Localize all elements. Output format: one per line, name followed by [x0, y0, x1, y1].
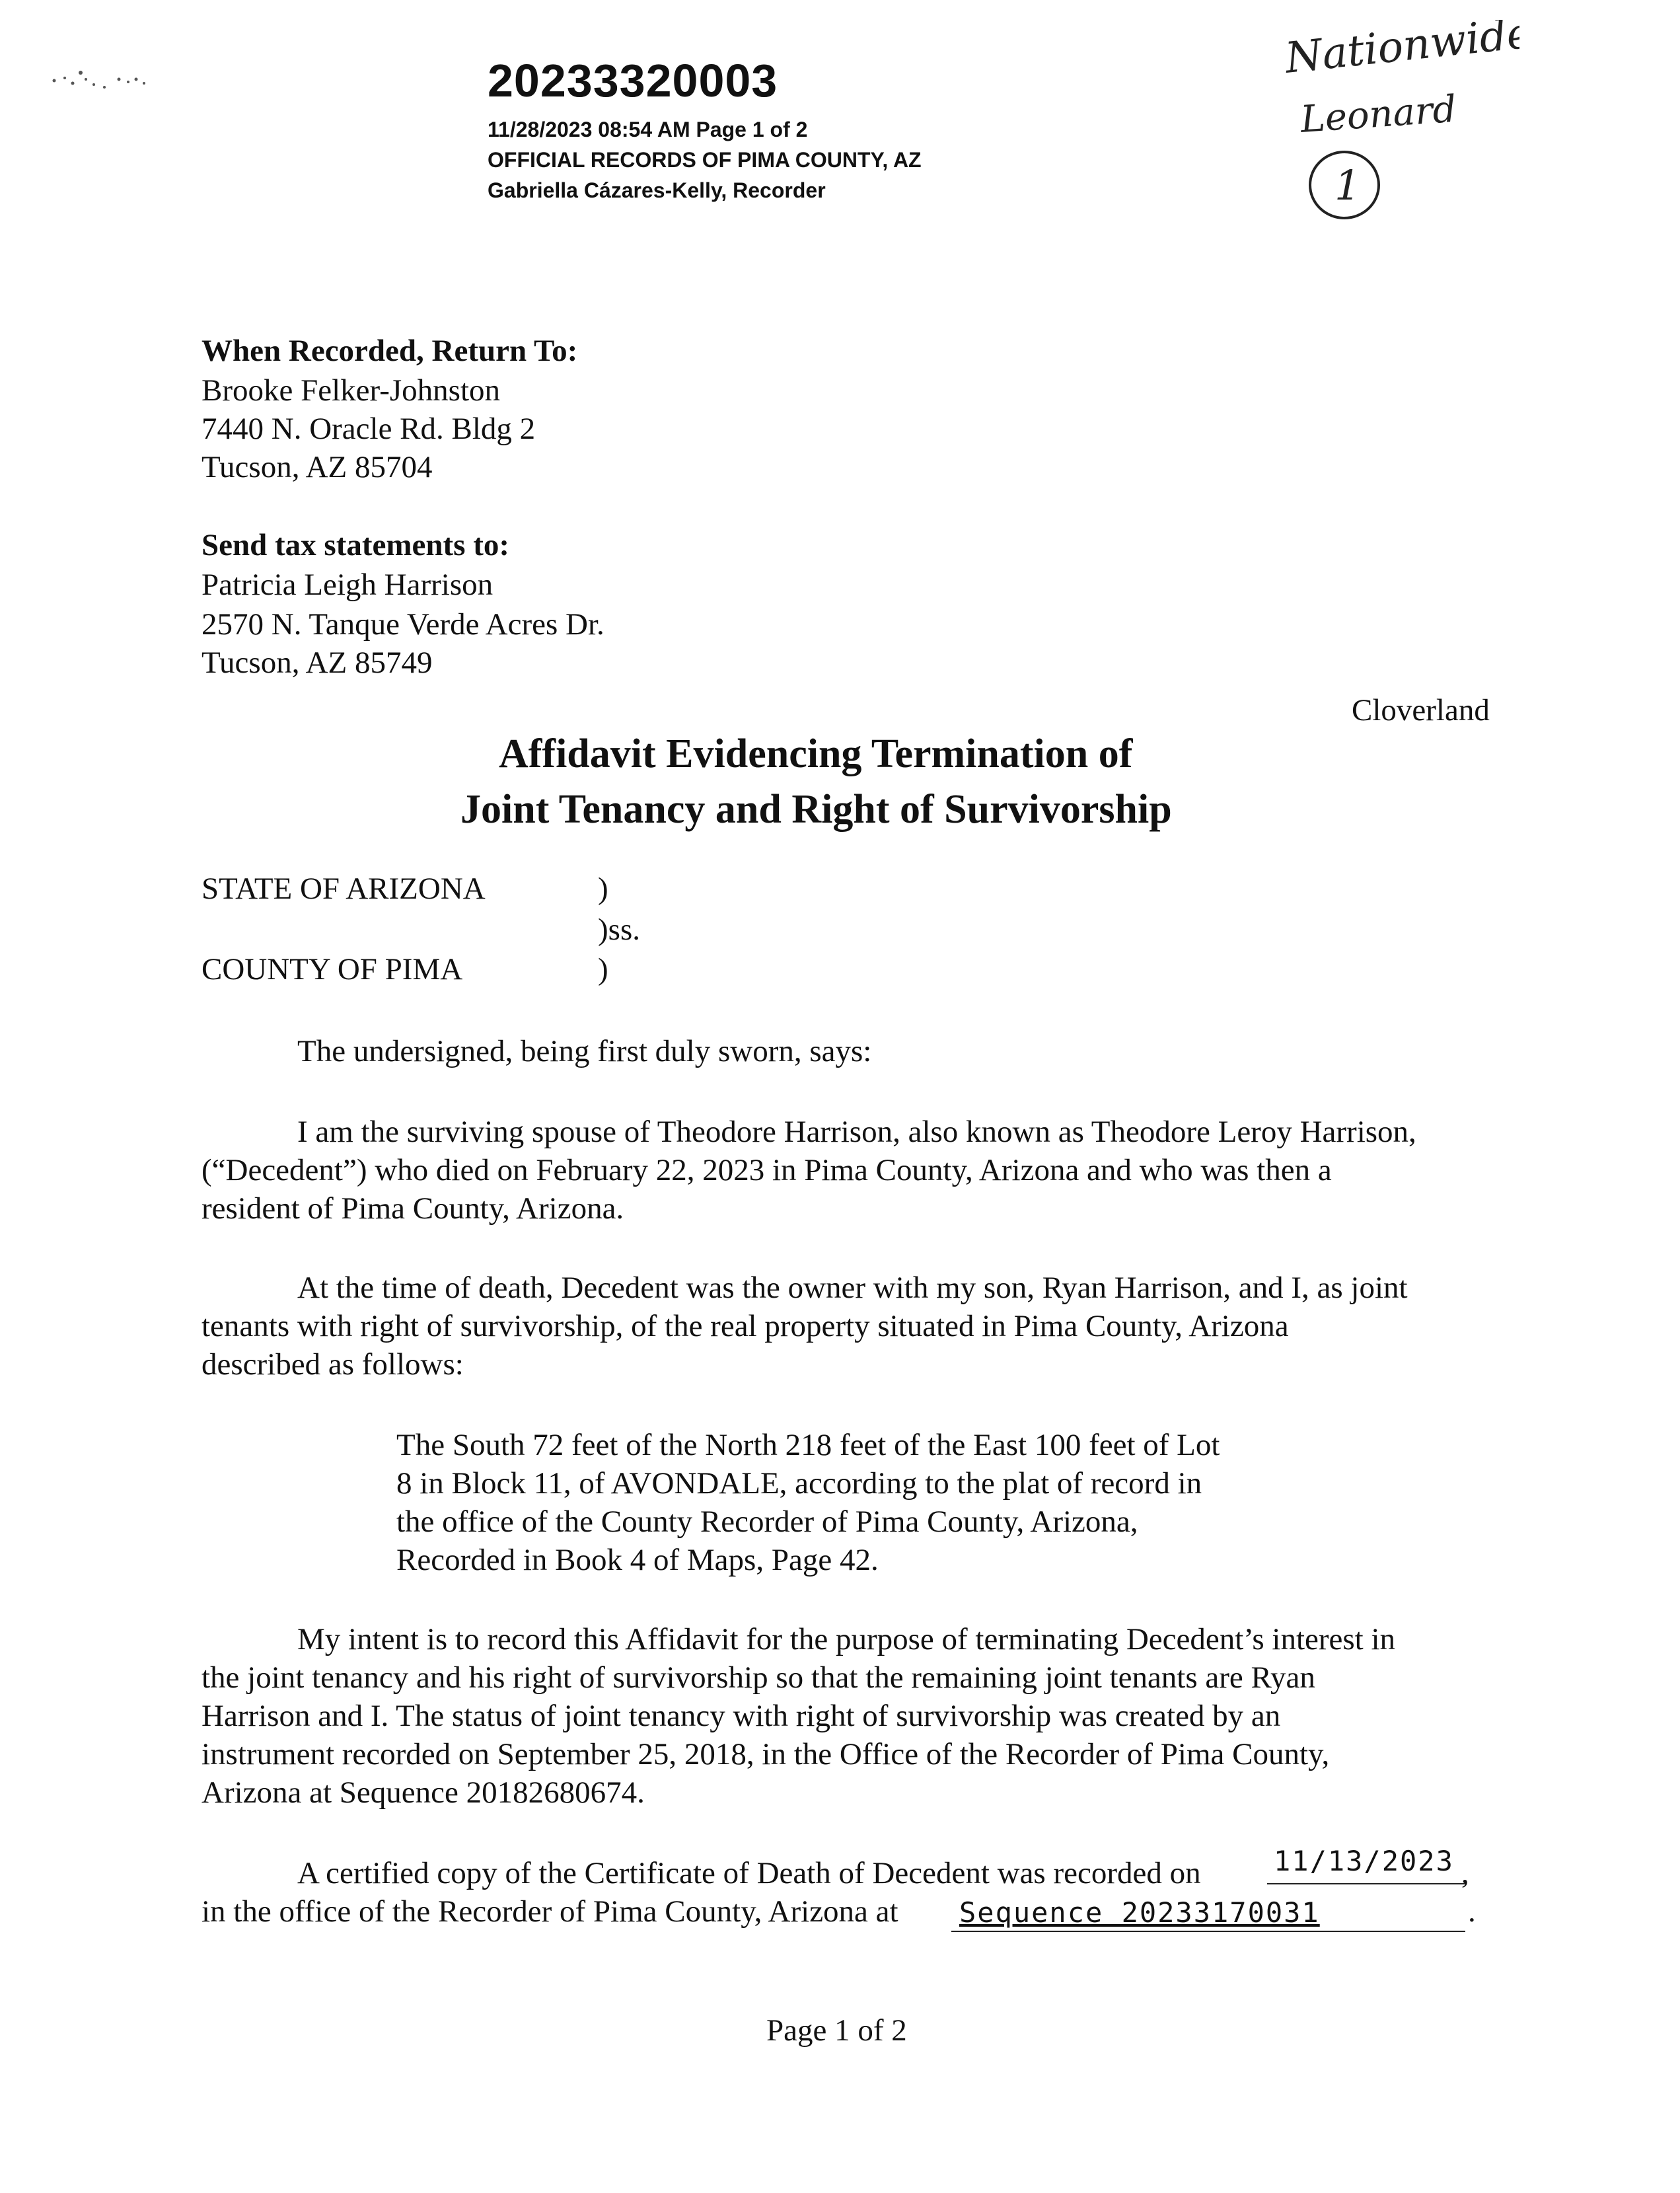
return-to-address1: 7440 N. Oracle Rd. Bldg 2 — [201, 412, 536, 446]
legal-description-line3: the office of the County Recorder of Pima County, Arizona, — [396, 1505, 1138, 1539]
death-cert-date: 11/13/2023 — [1274, 1845, 1454, 1877]
document-title-line1: Affidavit Evidencing Termination of — [499, 731, 1133, 776]
death-cert-sequence-field — [951, 1891, 1465, 1932]
document-title-line2: Joint Tenancy and Right of Survivorship — [460, 787, 1172, 832]
tax-to-heading: Send tax statements to: — [201, 528, 510, 562]
venue-paren-1: ) — [598, 872, 608, 906]
handwritten-annotation — [1282, 20, 1519, 235]
handwritten-line1: Nationwide — [1282, 20, 1519, 83]
para4-period: . — [1468, 1894, 1476, 1929]
handwriting-svg — [1282, 20, 1519, 231]
para3-line5: Arizona at Sequence 20182680674. — [201, 1775, 645, 1810]
area-label: Cloverland — [1352, 693, 1490, 727]
para1-line3: resident of Pima County, Arizona. — [201, 1191, 624, 1226]
return-to-heading: When Recorded, Return To: — [201, 334, 578, 368]
para2-line1: At the time of death, Decedent was the owner with my son, Ryan Harrison, and I, as joint — [297, 1271, 1408, 1305]
handwritten-circled-number: 1 — [1334, 161, 1361, 209]
para2-line2: tenants with right of survivorship, of the real property situated in Pima County, Arizona — [201, 1309, 1289, 1343]
para1-line2: (“Decedent”) who died on February 22, 2023 in Pima County, Arizona and who was then a — [201, 1153, 1332, 1187]
recording-number: 20233320003 — [488, 55, 778, 106]
legal-description-line2: 8 in Block 11, of AVONDALE, according to the plat of record in — [396, 1466, 1202, 1501]
legal-description-line4: Recorded in Book 4 of Maps, Page 42. — [396, 1543, 879, 1577]
tax-to-address2: Tucson, AZ 85749 — [201, 646, 433, 680]
para3-line3: Harrison and I. The status of joint tenancy with right of survivorship was created by an — [201, 1699, 1281, 1733]
recording-datetime: 11/28/2023 08:54 AM Page 1 of 2 — [488, 118, 808, 141]
para1-line1: I am the surviving spouse of Theodore Harrison, also known as Theodore Leroy Harrison, — [297, 1115, 1416, 1149]
handwritten-line2: Leonard — [1299, 87, 1458, 141]
page-footer: Page 1 of 2 — [766, 2013, 907, 2048]
para3-line2: the joint tenancy and his right of survivorship so that the remaining joint tenants are Ryan — [201, 1660, 1315, 1695]
para2-line3: described as follows: — [201, 1347, 464, 1382]
scan-speckle — [46, 53, 218, 106]
para3-line1: My intent is to record this Affidavit for the purpose of terminating Decedent’s interest in — [297, 1622, 1396, 1656]
venue-county: COUNTY OF PIMA — [201, 952, 463, 986]
para4-line1-text: A certified copy of the Certificate of Death of Decedent was recorded on — [297, 1856, 1201, 1890]
para4-comma: , — [1461, 1856, 1469, 1890]
para4-line2-text: in the office of the Recorder of Pima County, Arizona at — [201, 1894, 898, 1929]
tax-to-name: Patricia Leigh Harrison — [201, 568, 493, 602]
return-to-address2: Tucson, AZ 85704 — [201, 450, 433, 484]
para3-line4: instrument recorded on September 25, 2018, in the Office of the Recorder of Pima County, — [201, 1737, 1330, 1771]
tax-to-address1: 2570 N. Tanque Verde Acres Dr. — [201, 607, 604, 642]
venue-paren-3: ) — [598, 952, 608, 986]
return-to-name: Brooke Felker-Johnston — [201, 373, 501, 408]
legal-description-line1: The South 72 feet of the North 218 feet of the East 100 feet of Lot — [396, 1428, 1220, 1462]
recording-recorder: Gabriella Cázares-Kelly, Recorder — [488, 178, 826, 202]
recording-office: OFFICIAL RECORDS OF PIMA COUNTY, AZ — [488, 148, 922, 172]
sworn-statement: The undersigned, being first duly sworn, says: — [297, 1034, 872, 1068]
venue-ss: )ss. — [598, 912, 640, 947]
death-cert-sequence: Sequence 20233170031 — [959, 1896, 1320, 1929]
venue-state: STATE OF ARIZONA — [201, 872, 486, 906]
death-cert-date-field — [1267, 1841, 1465, 1884]
